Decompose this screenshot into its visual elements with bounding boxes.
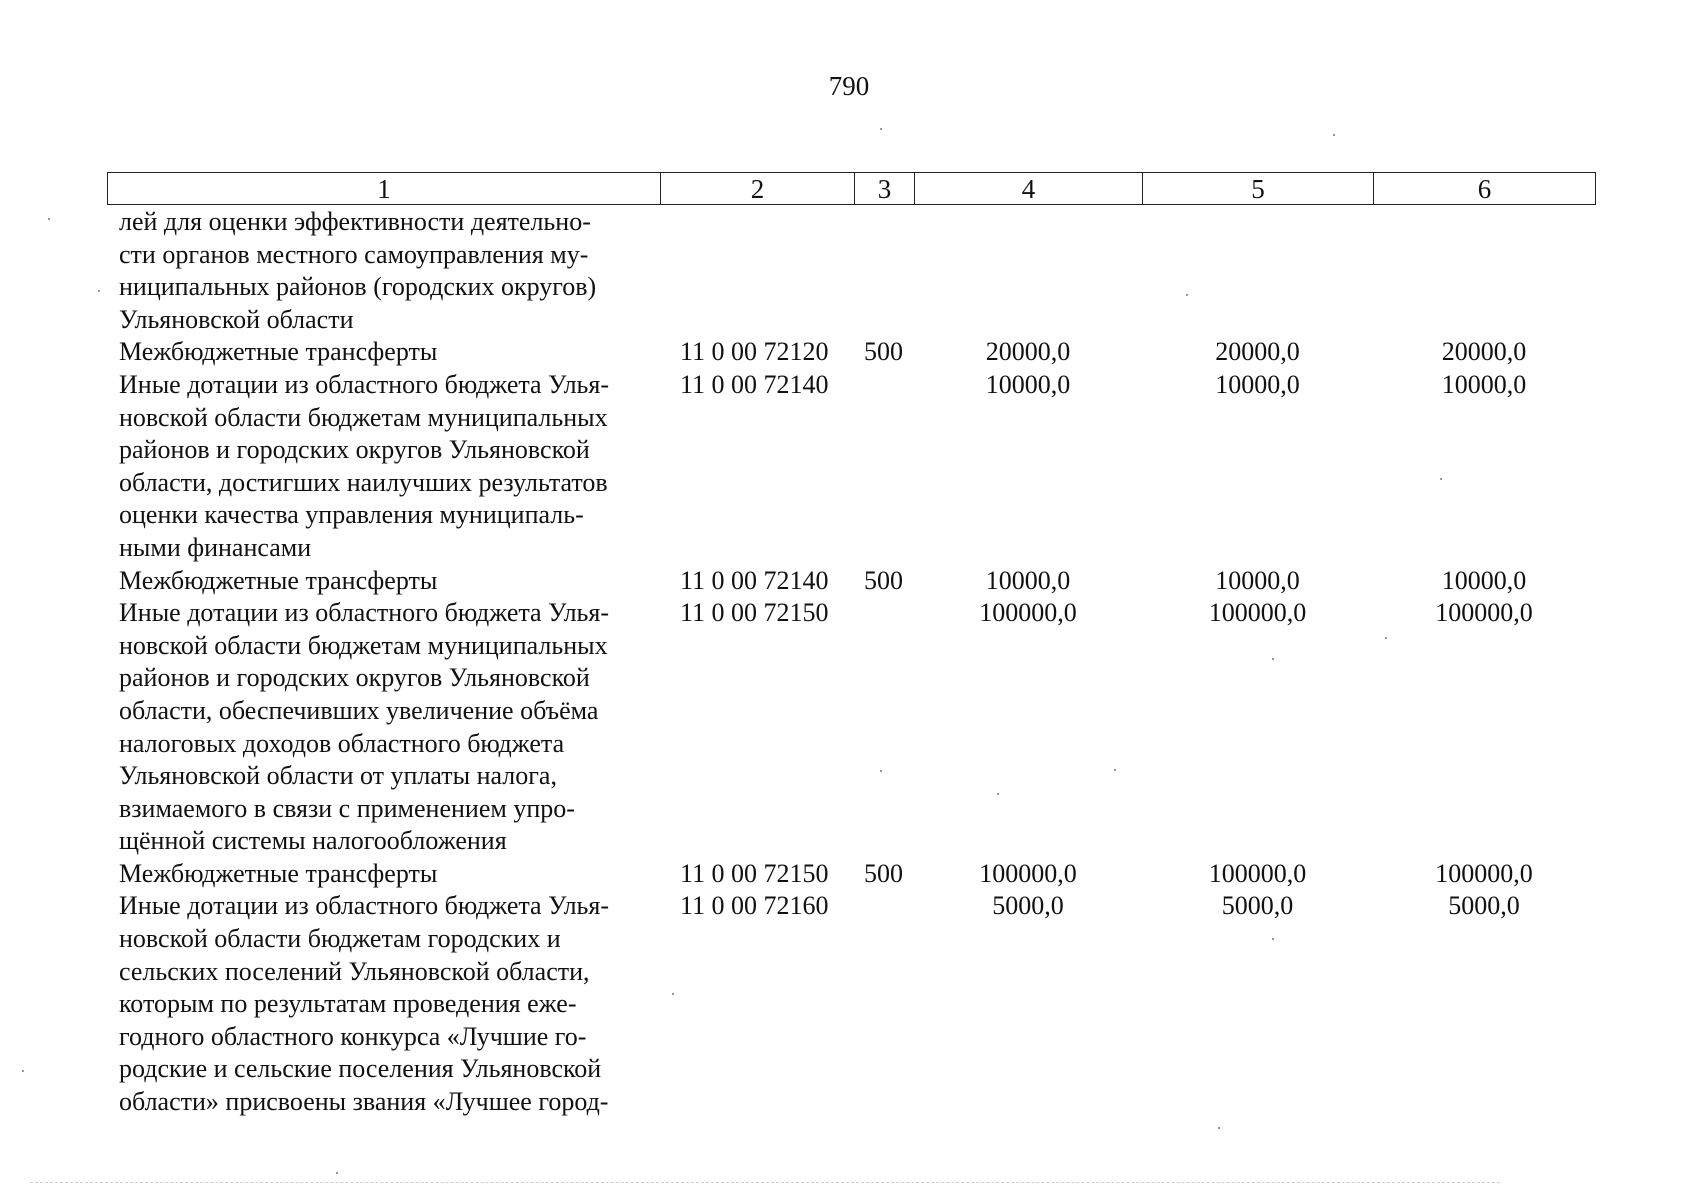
row-value-col4: 10000,0: [985, 369, 1071, 399]
row-value-col6: 20000,0: [1441, 337, 1527, 367]
scan-speck: [1385, 637, 1387, 639]
row-value-col6: [1373, 206, 1595, 336]
row-value-col5: 10000,0: [1215, 565, 1300, 595]
row-description: лей для оценки эффективности деятельно- сти органов местного самоуправления му- ниципальных районов (городских округов) Ульяновской области: [119, 207, 597, 334]
row-description: Межбюджетные трансферты: [119, 858, 438, 888]
table-header: [107, 172, 1596, 205]
scan-speck: [880, 128, 882, 130]
row-value-col5: 20000,0: [1215, 337, 1300, 367]
row-description: Иные дотации из областного бюджета Улья- новской области бюджетам муниципальных районов и городских округов Ульяновской области, обеспечивших увеличение объёма налоговых доходов областного бюджета Ульяновской области от уплаты налога, взимаемого в связи с применением упро- щённой системы налогообложения: [119, 598, 610, 856]
row-expense-type: [854, 369, 914, 565]
page-number: 790: [828, 71, 870, 101]
row-expense-type: [854, 206, 914, 336]
scan-speck: [1272, 938, 1274, 940]
header-col-2: 2: [661, 173, 855, 205]
row-value-col6: 10000,0: [1441, 565, 1527, 595]
scan-speck: [1272, 658, 1274, 660]
scan-speck: [336, 1172, 338, 1174]
scan-speck: [1218, 1127, 1220, 1129]
row-expense-type: 500: [864, 565, 903, 595]
row-value-col5: 5000,0: [1221, 891, 1294, 921]
row-code: [660, 206, 854, 336]
row-code: 11 0 00 72140: [680, 369, 829, 399]
header-row: [108, 173, 1596, 205]
table-row: [107, 890, 1595, 1118]
scan-speck: [98, 290, 100, 292]
row-value-col4: 10000,0: [985, 565, 1071, 595]
row-expense-type: [854, 890, 914, 1118]
table-row: [107, 597, 1595, 858]
row-value-col5: 10000,0: [1215, 369, 1300, 399]
row-value-col4: 20000,0: [985, 337, 1071, 367]
scan-speck: [1440, 478, 1442, 480]
row-description: Межбюджетные трансферты: [119, 565, 438, 595]
table-row: [107, 565, 1595, 598]
row-code: 11 0 00 72150: [680, 598, 829, 628]
row-value-col4: [914, 206, 1142, 336]
budget-table: [107, 206, 1595, 1119]
table-row: [107, 206, 1595, 336]
row-expense-type: 500: [864, 337, 903, 367]
scan-speck: [1114, 769, 1116, 771]
header-col-5: 5: [1143, 173, 1374, 205]
header-col-6: 6: [1374, 173, 1596, 205]
row-value-col6: 100000,0: [1435, 598, 1533, 628]
header-col-1: 1: [108, 173, 661, 205]
table-row: [107, 369, 1595, 565]
scan-speck: [1186, 294, 1188, 296]
row-value-col5: 100000,0: [1208, 858, 1307, 888]
row-value-col6: 10000,0: [1441, 369, 1527, 399]
row-description: Межбюджетные трансферты: [119, 337, 438, 367]
row-value-col4: 5000,0: [992, 891, 1064, 921]
row-value-col4: 100000,0: [979, 598, 1077, 628]
header-col-3: 3: [855, 173, 915, 205]
row-code: 11 0 00 72150: [680, 858, 829, 888]
row-description: Иные дотации из областного бюджета Улья- новской области бюджетам городских и сельских поселений Ульяновской области, которым по результатам проведения еже- годного областного конкурса «Лучшие го- родские и сельские поселения Ульяновской области» присвоены звания «Лучшее город-: [119, 891, 610, 1117]
scan-speck: [997, 793, 999, 795]
scan-speck: [672, 993, 674, 995]
scan-speck: [48, 218, 50, 220]
row-description: Иные дотации из областного бюджета Улья- новской области бюджетам муниципальных районов и городских округов Ульяновской области, достигших наилучших результатов оценки качества управления муниципаль- ными финансами: [119, 369, 610, 562]
row-expense-type: [854, 597, 914, 858]
row-code: 11 0 00 72120: [680, 337, 829, 367]
scan-speck: [880, 770, 882, 772]
row-value-col6: 5000,0: [1448, 891, 1520, 921]
row-value-col5: [1142, 206, 1373, 336]
header-col-4: 4: [915, 173, 1143, 205]
scan-speck: [1333, 134, 1335, 136]
table-row: [107, 336, 1595, 369]
scan-speck: [22, 1070, 24, 1072]
row-code: 11 0 00 72160: [680, 891, 829, 921]
scan-edge-noise: [30, 1182, 1500, 1183]
row-code: 11 0 00 72140: [680, 565, 829, 595]
row-value-col5: 100000,0: [1208, 598, 1307, 628]
table-row: [107, 858, 1595, 891]
row-value-col4: 100000,0: [979, 858, 1077, 888]
row-expense-type: 500: [864, 858, 903, 888]
row-value-col6: 100000,0: [1435, 858, 1533, 888]
